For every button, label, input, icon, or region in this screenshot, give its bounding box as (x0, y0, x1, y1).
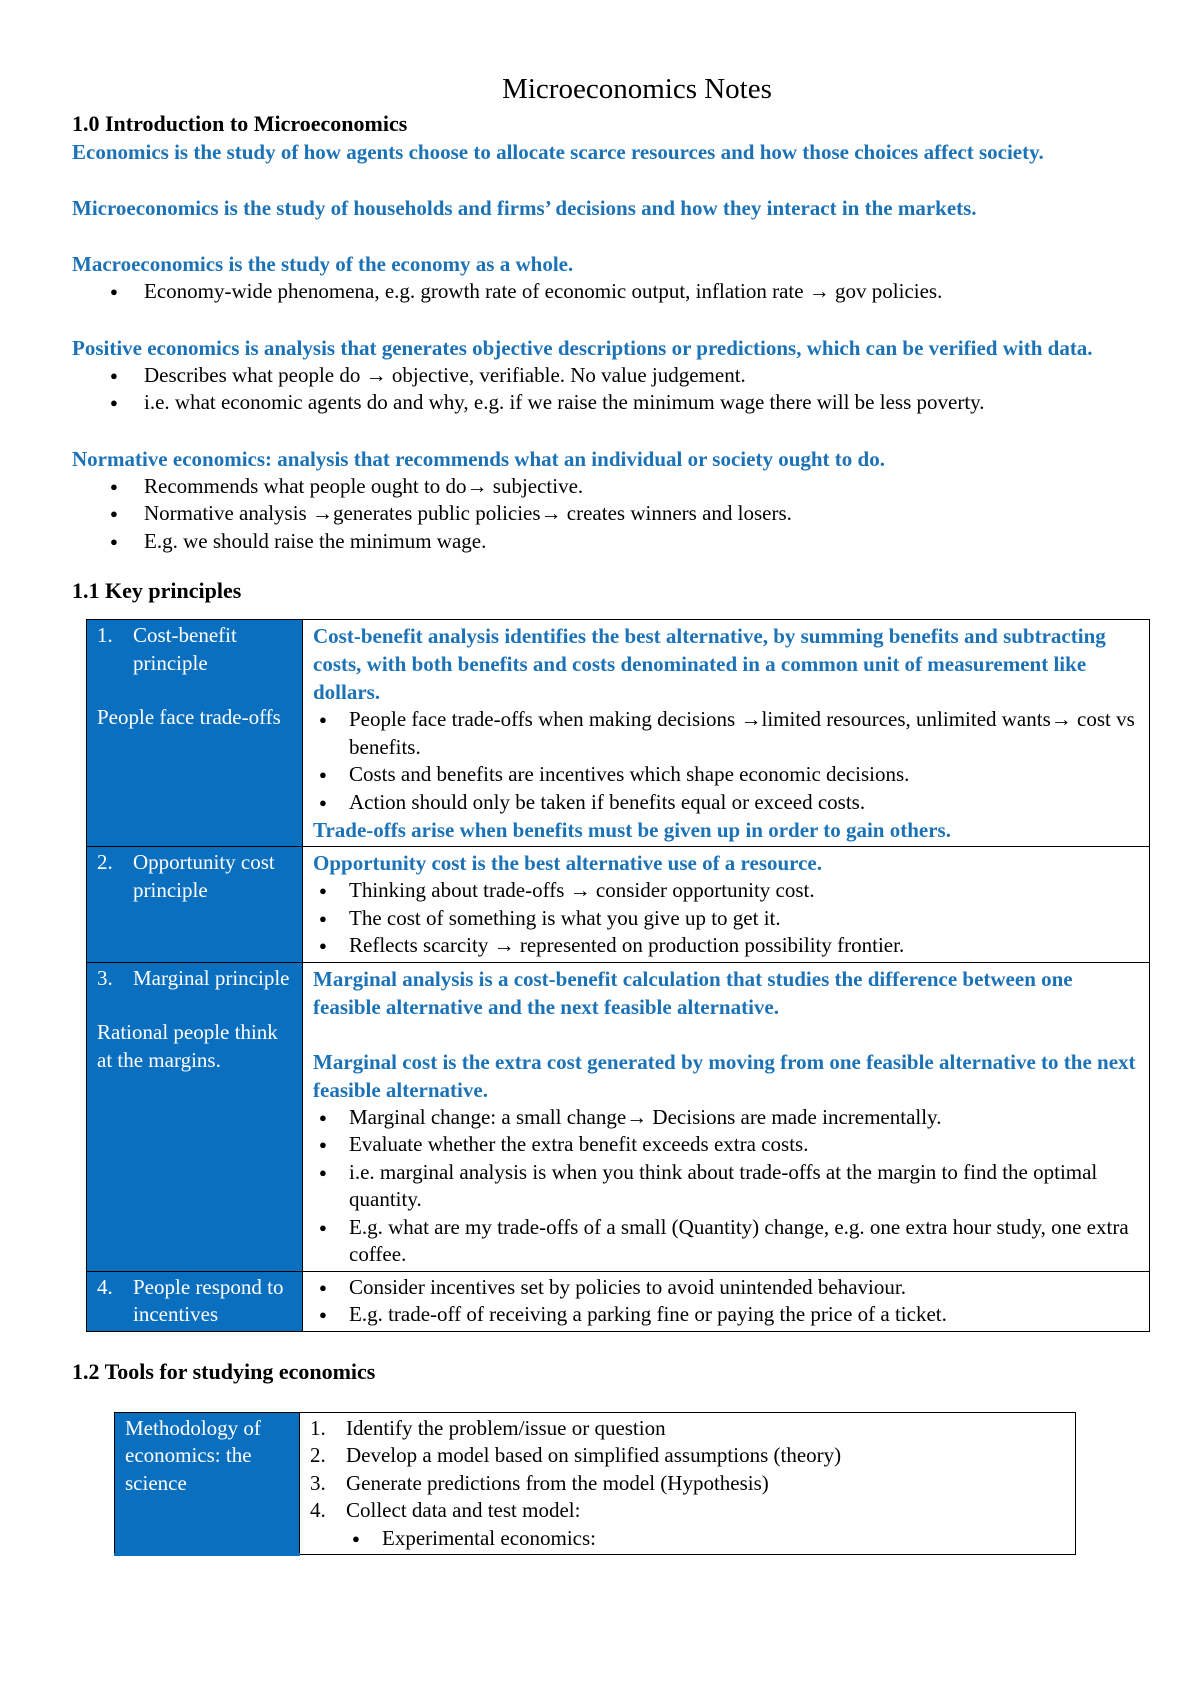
positive-economics-definition: Positive economics is analysis that generates objective descriptions or predictions, which can be verified with data. (72, 335, 1093, 360)
principle-definition-2: Marginal cost is the extra cost generated by moving from one feasible alternative to the next feasible alternative. (313, 1049, 1136, 1102)
list-item: ● Evaluate whether the extra benefit exceeds extra costs. (349, 1131, 1139, 1159)
step-number: 2. (310, 1443, 326, 1467)
list-item: ● Recommends what people ought to do→ subjective. (144, 473, 1162, 501)
list-item: ● Costs and benefits are incentives which shape economic decisions. (349, 761, 1139, 789)
step-text: Collect data and test model: (346, 1498, 581, 1522)
list-item (310, 1497, 1065, 1525)
list-item (310, 1470, 1065, 1498)
principle-label-cell (87, 847, 303, 963)
normative-economics-definition: Normative economics: analysis that recommends what an individual or society ought to do. (72, 446, 885, 471)
page-title: Microeconomics Notes (502, 73, 772, 105)
list-item: ● People face trade-offs when making decisions →limited resources, unlimited wants→ cost vs benefits. (349, 706, 1139, 761)
principle-number: 2. (97, 850, 113, 874)
normative-bullet-list (72, 473, 1162, 556)
step-text: Generate predictions from the model (Hypothesis) (346, 1470, 769, 1495)
principle-label-cell (87, 962, 303, 1271)
section-heading-1-2: 1.2 Tools for studying economics (72, 1358, 376, 1384)
methodology-label-cell: Methodology of economics: the science (115, 1412, 300, 1555)
section-heading-1-0: 1.0 Introduction to Microeconomics (72, 111, 408, 136)
list-item: ● Consider incentives set by policies to avoid unintended behaviour. (349, 1274, 1139, 1302)
list-item: ● Thinking about trade-offs → consider opportunity cost. (349, 877, 1139, 905)
table-row (87, 962, 1150, 1271)
tools-table (114, 1412, 1076, 1557)
list-item: ● Reflects scarcity → represented on production possibility frontier. (349, 932, 1139, 960)
macro-bullet-list (72, 278, 1162, 306)
principle-bullet-list (313, 1104, 1139, 1269)
sub-bullet-list (310, 1525, 1065, 1553)
positive-bullet-list (72, 362, 1162, 417)
list-item: ● i.e. what economic agents do and why, e.g. if we raise the minimum wage there will be less poverty. (144, 389, 1162, 417)
principle-definition: Cost-benefit analysis identifies the best alternative, by summing benefits and subtracting costs, with both benefits and costs denominated in a common unit of measurement like dollars. (313, 624, 1106, 704)
principle-name: People respond to incentives (133, 1274, 284, 1326)
list-item: ● E.g. we should raise the minimum wage. (144, 528, 1162, 556)
table-row (115, 1412, 1076, 1555)
list-item: ● The cost of something is what you give up to get it. (349, 905, 1139, 933)
table-row (87, 620, 1150, 847)
step-number: 4. (310, 1498, 326, 1522)
table-row (87, 1271, 1150, 1331)
principle-bullet-list (313, 1274, 1139, 1329)
principle-detail-cell (303, 1271, 1150, 1331)
principle-number: 1. (97, 623, 113, 647)
document-page (72, 72, 1162, 1556)
principle-note: Rational people think at the margins. (97, 1020, 278, 1072)
principle-name: Opportunity cost principle (133, 850, 275, 902)
principle-label-cell (87, 1271, 303, 1331)
list-item: ● i.e. marginal analysis is when you think about trade-offs at the margin to find the optimal quantity. (349, 1159, 1139, 1214)
economics-definition: Economics is the study of how agents choose to allocate scarce resources and how those choices affect society. (72, 140, 1044, 164)
list-item (310, 1442, 1065, 1470)
list-item: ● E.g. trade-off of receiving a parking fine or paying the price of a ticket. (349, 1301, 1139, 1329)
methodology-steps-cell (300, 1412, 1076, 1555)
steps-list (310, 1415, 1065, 1525)
list-item: ● E.g. what are my trade-offs of a small (Quantity) change, e.g. one extra hour study, one extra coffee. (349, 1214, 1139, 1269)
principle-number: 4. (97, 1274, 113, 1299)
principle-detail-cell (303, 962, 1150, 1271)
list-item: ● Economy-wide phenomena, e.g. growth rate of economic output, inflation rate → gov policies. (144, 278, 1162, 306)
step-text: Identify the problem/issue or question (346, 1415, 666, 1440)
principle-bullet-list (313, 877, 1139, 960)
list-item: ● Describes what people do → objective, verifiable. No value judgement. (144, 362, 1162, 390)
list-item: ● Experimental economics: (382, 1525, 1065, 1553)
principle-detail-cell (303, 847, 1150, 963)
principle-number: 3. (97, 965, 113, 990)
principle-label-cell (87, 620, 303, 847)
list-item (310, 1415, 1065, 1443)
macroeconomics-definition: Macroeconomics is the study of the economy as a whole. (72, 252, 574, 276)
list-item: ● Marginal change: a small change→ Decisions are made incrementally. (349, 1104, 1139, 1132)
section-heading-1-1: 1.1 Key principles (72, 578, 242, 603)
principle-bullet-list (313, 706, 1139, 816)
principle-name: Marginal principle (133, 965, 290, 990)
key-principles-table (86, 619, 1150, 1332)
principle-summary: Trade-offs arise when benefits must be given up in order to gain others. (313, 818, 951, 842)
microeconomics-definition: Microeconomics is the study of households and firms’ decisions and how they interact in the markets. (72, 196, 977, 220)
principle-detail-cell (303, 620, 1150, 847)
principle-note: People face trade-offs (97, 705, 281, 729)
principle-definition: Opportunity cost is the best alternative use of a resource. (313, 851, 823, 875)
principle-definition: Marginal analysis is a cost-benefit calculation that studies the difference between one feasible alternative and the next feasible alternative. (313, 966, 1073, 1019)
list-item: ● Action should only be taken if benefits equal or exceed costs. (349, 789, 1139, 817)
step-text: Develop a model based on simplified assumptions (theory) (346, 1443, 842, 1467)
step-number: 3. (310, 1470, 326, 1495)
principle-name: Cost-benefit principle (133, 623, 237, 675)
step-number: 1. (310, 1415, 326, 1440)
table-row (87, 847, 1150, 963)
list-item: ● Normative analysis →generates public policies→ creates winners and losers. (144, 500, 1162, 528)
